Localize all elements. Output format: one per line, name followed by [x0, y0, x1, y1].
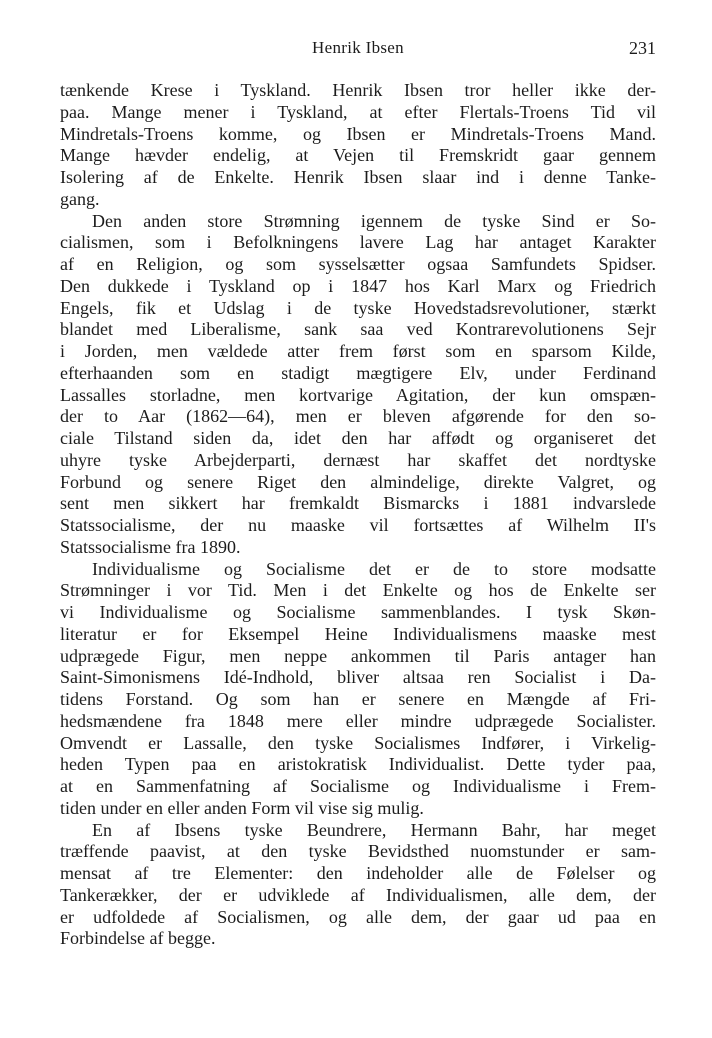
text-line: Statssocialisme fra 1890. — [60, 536, 241, 557]
text-line: tænkende Krese i Tyskland. Henrik Ibsen tror heller ikke der- — [60, 80, 656, 100]
text-line: Tankerækker, der er udviklede af Individualismen, alle dem, der — [60, 884, 656, 905]
text-line: Lassalles storladne, men kortvarige Agitation, der kun omspæn- — [60, 384, 656, 405]
text-line: uhyre tyske Arbejderparti, dernæst har skaffet det nordtyske — [60, 449, 656, 470]
text-line: vi Individualisme og Socialisme sammenblandes. I tysk Skøn- — [60, 602, 656, 622]
paragraph-1 — [60, 80, 656, 211]
text-line: Statssocialisme, der nu maaske vil fortsættes af Wilhelm II's — [60, 515, 656, 535]
text-line: Strømninger i vor Tid. Men i det Enkelte og hos de Enkelte ser — [60, 580, 656, 601]
running-head — [60, 38, 656, 62]
text-line: blandet med Liberalisme, sank saa ved Kontrarevolutionens Sejr — [60, 319, 656, 340]
text-line: Mange hævder endelig, at Vejen til Fremskridt gaar gennem — [60, 145, 656, 166]
text-line: tidens Forstand. Og som han er senere en Mængde af Fri- — [60, 689, 656, 709]
text-line: efterhaanden som en stadigt mægtigere Elv, under Ferdinand — [60, 362, 656, 383]
paragraph-2 — [60, 211, 656, 559]
text-line: Engels, fik et Udslag i de tyske Hovedstadsrevolutioner, stærkt — [60, 297, 656, 318]
text-line: udprægede Figur, men neppe ankommen til Paris antager han — [60, 645, 656, 666]
text-line: hedsmændene fra 1848 mere eller mindre udprægede Socialister. — [60, 710, 656, 731]
text-line: Individualisme og Socialisme det er de to store modsatte — [92, 558, 656, 579]
text-line: literatur er for Eksempel Heine Individualismens maaske mest — [60, 623, 656, 644]
text-line: gang. — [60, 188, 100, 209]
text-line: af en Religion, og som sysselsætter ogsaa Samfundets Spidser. — [60, 254, 656, 274]
paragraph-4 — [60, 820, 656, 951]
text-line: tiden under en eller anden Form vil vise sig mulig. — [60, 797, 424, 818]
text-line: En af Ibsens tyske Beundrere, Hermann Bahr, har meget — [92, 819, 656, 840]
text-line: cialismen, som i Befolkningens lavere Lag har antaget Karakter — [60, 232, 656, 253]
text-line: heden Typen paa en aristokratisk Individualist. Dette tyder paa, — [60, 754, 656, 775]
text-line: Mindretals-Troens komme, og Ibsen er Mindretals-Troens Mand. — [60, 123, 656, 144]
text-line: Den anden store Strømning igennem de tyske Sind er So- — [92, 210, 656, 231]
text-line: mensat af tre Elementer: den indeholder alle de Følelser og — [60, 863, 656, 883]
text-line: paa. Mange mener i Tyskland, at efter Flertals-Troens Tid vil — [60, 101, 656, 122]
text-line: Isolering af de Enkelte. Henrik Ibsen slaar ind i denne Tanke- — [60, 167, 656, 187]
text-line: der to Aar (1862—64), men er bleven afgørende for den so- — [60, 406, 656, 427]
text-line: i Jorden, men vældede atter frem først som en sparsom Kilde, — [60, 341, 656, 361]
text-line: træffende paavist, at den tyske Bevidsthed nuomstunder er sam- — [60, 841, 656, 862]
paragraph-3 — [60, 559, 656, 820]
text-line: er udfoldede af Socialismen, og alle dem, der gaar ud paa en — [60, 906, 656, 927]
text-line: ciale Tilstand siden da, idet den har affødt og organiseret det — [60, 428, 656, 448]
text-line: Saint-Simonismens Idé-Indhold, bliver altsaa ren Socialist i Da- — [60, 667, 656, 688]
text-line: Omvendt er Lassalle, den tyske Socialismes Indfører, i Virkelig- — [60, 732, 656, 753]
text-line: Forbund og senere Riget den almindelige, direkte Valgret, og — [60, 471, 656, 492]
text-line: Forbindelse af begge. — [60, 928, 216, 949]
running-title: Henrik Ibsen — [312, 38, 404, 57]
text-line: Den dukkede i Tyskland op i 1847 hos Karl Marx og Friedrich — [60, 275, 656, 296]
text-line: at en Sammenfatning af Socialisme og Individualisme i Frem- — [60, 776, 656, 796]
page-number: 231 — [629, 38, 656, 58]
body-text — [60, 80, 656, 950]
text-line: sent men sikkert har fremkaldt Bismarcks i 1881 indvarslede — [60, 493, 656, 514]
